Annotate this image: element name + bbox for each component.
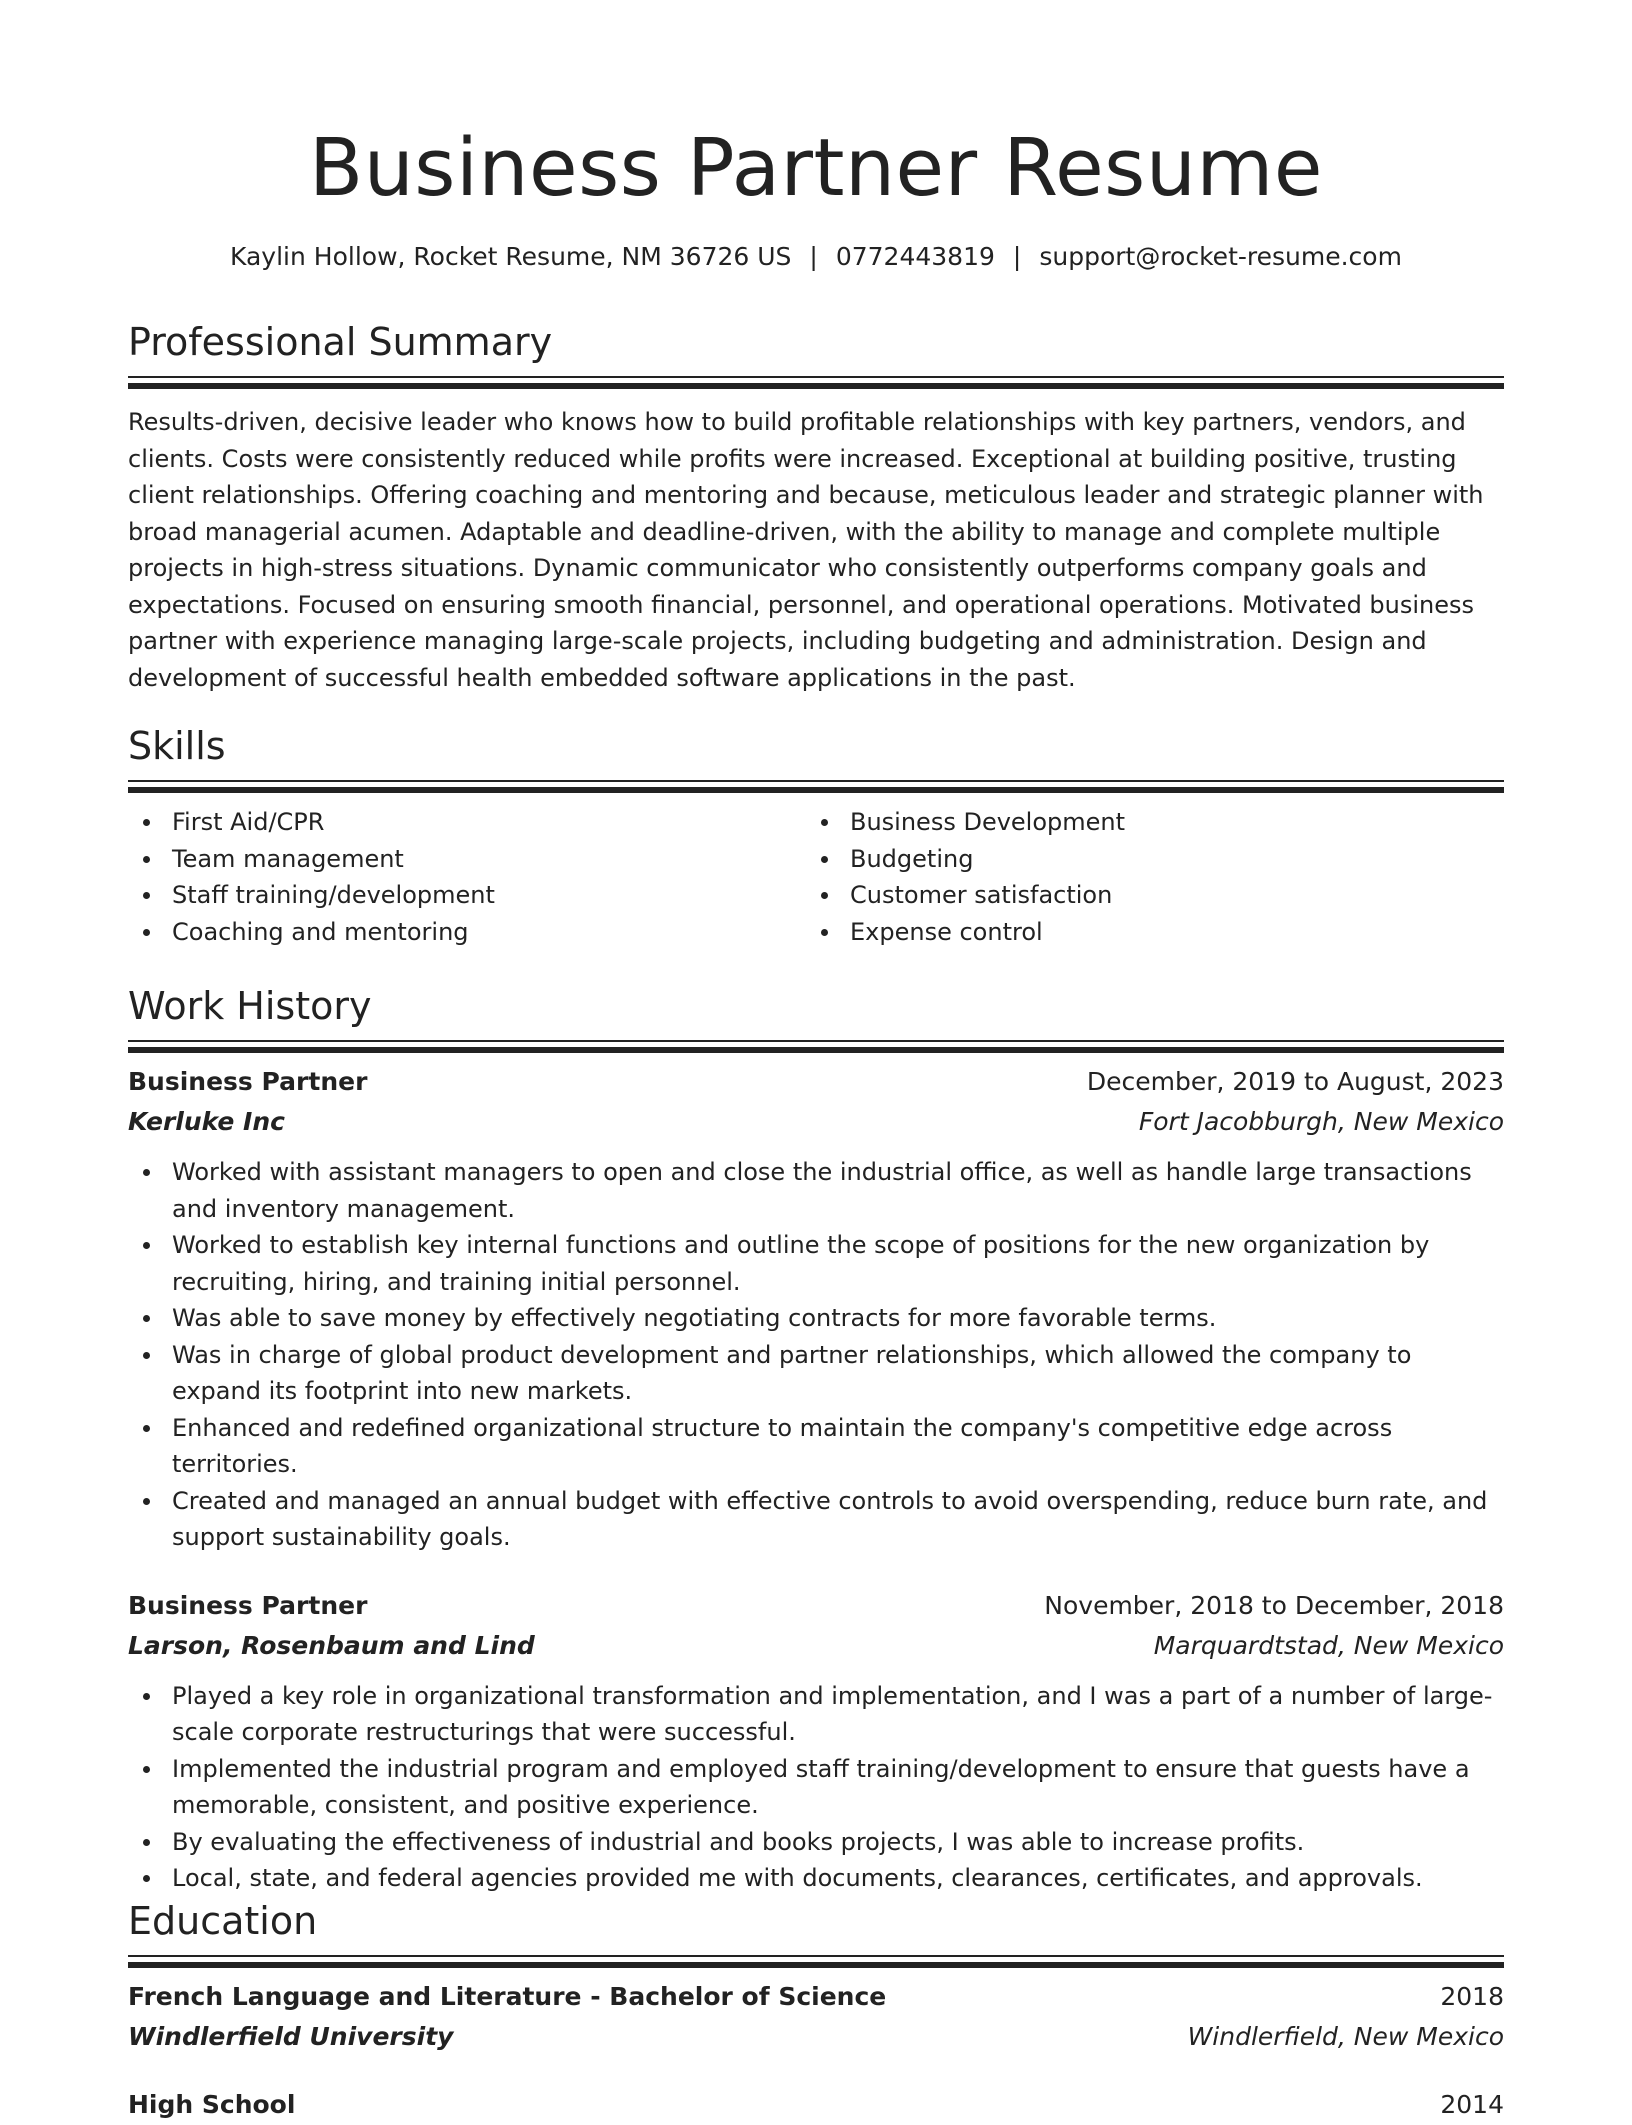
job-dates: December, 2019 to August, 2023 bbox=[1086, 1067, 1504, 1096]
education-entry bbox=[128, 1977, 1504, 2057]
skill-item: Team management bbox=[128, 841, 806, 878]
job-bullet: Was able to save money by effectively negotiating contracts for more favorable terms. bbox=[128, 1300, 1504, 1337]
job-bullet: Worked to establish key internal functions and outline the scope of positions for the new organization by recruiting, hiring, and training initial personnel. bbox=[128, 1227, 1504, 1300]
contact-separator: | bbox=[1012, 242, 1022, 271]
job-dates: November, 2018 to December, 2018 bbox=[1044, 1590, 1504, 1620]
job-bullet: Was in charge of global product development and partner relationships, which allowed the company to expand its footprint into new markets. bbox=[128, 1337, 1504, 1410]
job-bullets bbox=[128, 1154, 1504, 1556]
contact-separator: | bbox=[809, 242, 818, 271]
skills-section bbox=[128, 722, 1504, 950]
skills-heading: Skills bbox=[128, 724, 226, 768]
job-bullet: By evaluating the effectiveness of industrial and books projects, I was able to increase profits. bbox=[128, 1824, 1504, 1861]
job-bullet: Local, state, and federal agencies provided me with documents, clearances, certificates, and approvals. bbox=[128, 1860, 1504, 1897]
education-degree: High School bbox=[128, 2090, 296, 2119]
section-divider bbox=[128, 376, 1504, 390]
job-bullet: Played a key role in organizational transformation and implementation, and I was a part of a number of large-scale corporate restructurings that were successful. bbox=[128, 1678, 1504, 1751]
section-divider bbox=[128, 1040, 1504, 1054]
job-bullet: Implemented the industrial program and employed staff training/development to ensure that guests have a memorable, consistent, and positive experience. bbox=[128, 1751, 1504, 1824]
skills-column-left bbox=[128, 804, 806, 950]
skill-item: Business Development bbox=[806, 804, 1484, 841]
job-role: Business Partner bbox=[128, 1590, 368, 1620]
skill-item: Expense control bbox=[806, 914, 1484, 951]
job-company: Kerluke Inc bbox=[128, 1107, 285, 1136]
job-location: Marquardtstad, New Mexico bbox=[1153, 1630, 1504, 1660]
work-heading: Work History bbox=[128, 984, 372, 1028]
job-bullet: Worked with assistant managers to open and close the industrial office, as well as handle large transactions and inventory management. bbox=[128, 1154, 1504, 1227]
job-bullet: Created and managed an annual budget with effective controls to avoid overspending, reduce burn rate, and support sustainability goals. bbox=[128, 1483, 1504, 1556]
job-company: Larson, Rosenbaum and Lind bbox=[128, 1630, 535, 1660]
job-role: Business Partner bbox=[128, 1067, 368, 1096]
job-entry bbox=[128, 1586, 1504, 1897]
contact-address: Kaylin Hollow, Rocket Resume, NM 36726 US bbox=[230, 242, 792, 271]
skill-item: Staff training/development bbox=[128, 877, 806, 914]
section-divider bbox=[128, 780, 1504, 794]
education-location: Windlerfield, New Mexico bbox=[1187, 2022, 1504, 2051]
job-bullet: Enhanced and redefined organizational structure to maintain the company's competitive edge across territories. bbox=[128, 1410, 1504, 1483]
job-location: Fort Jacobburgh, New Mexico bbox=[1138, 1107, 1504, 1136]
skills-column-right bbox=[806, 804, 1484, 950]
work-section bbox=[128, 982, 1504, 1897]
education-school: Windlerfield University bbox=[128, 2022, 454, 2051]
education-year: 2018 bbox=[1440, 1982, 1504, 2011]
skills-grid bbox=[128, 804, 1504, 950]
education-entry bbox=[128, 2085, 1504, 2125]
education-section bbox=[128, 1897, 1504, 2125]
education-heading: Education bbox=[128, 1899, 318, 1943]
contact-line bbox=[128, 240, 1504, 274]
summary-section bbox=[128, 318, 1504, 696]
skill-item: Customer satisfaction bbox=[806, 877, 1484, 914]
contact-phone: 0772443819 bbox=[835, 242, 995, 271]
skill-item: Coaching and mentoring bbox=[128, 914, 806, 951]
education-year: 2014 bbox=[1440, 2090, 1504, 2119]
summary-heading: Professional Summary bbox=[128, 320, 553, 364]
summary-text: Results-driven, decisive leader who knows how to build profitable relationships with key partners, vendors, and clients. Costs were consistently reduced while profits were increased. Exceptional at building positive, trusting client relationships. Offering coaching and mentoring and because, meticulous leader and strategic planner with broad managerial acumen. Adaptable and deadline-driven, with the ability to manage and complete multiple projects in high-stress situations. Dynamic communicator who consistently outperforms company goals and expectations. Focused on ensuring smooth financial, personnel, and operational operations. Motivated business partner with experience managing large-scale projects, including budgeting and administration. Design and development of successful health embedded software applications in the past. bbox=[128, 408, 1484, 692]
education-degree: French Language and Literature - Bachelor of Science bbox=[128, 1982, 887, 2011]
skill-item: Budgeting bbox=[806, 841, 1484, 878]
job-bullets bbox=[128, 1678, 1504, 1897]
section-divider bbox=[128, 1955, 1504, 1969]
job-entry bbox=[128, 1062, 1504, 1556]
contact-email: support@rocket-resume.com bbox=[1039, 242, 1402, 271]
skill-item: First Aid/CPR bbox=[128, 804, 806, 841]
resume-title: Business Partner Resume bbox=[309, 122, 1323, 214]
